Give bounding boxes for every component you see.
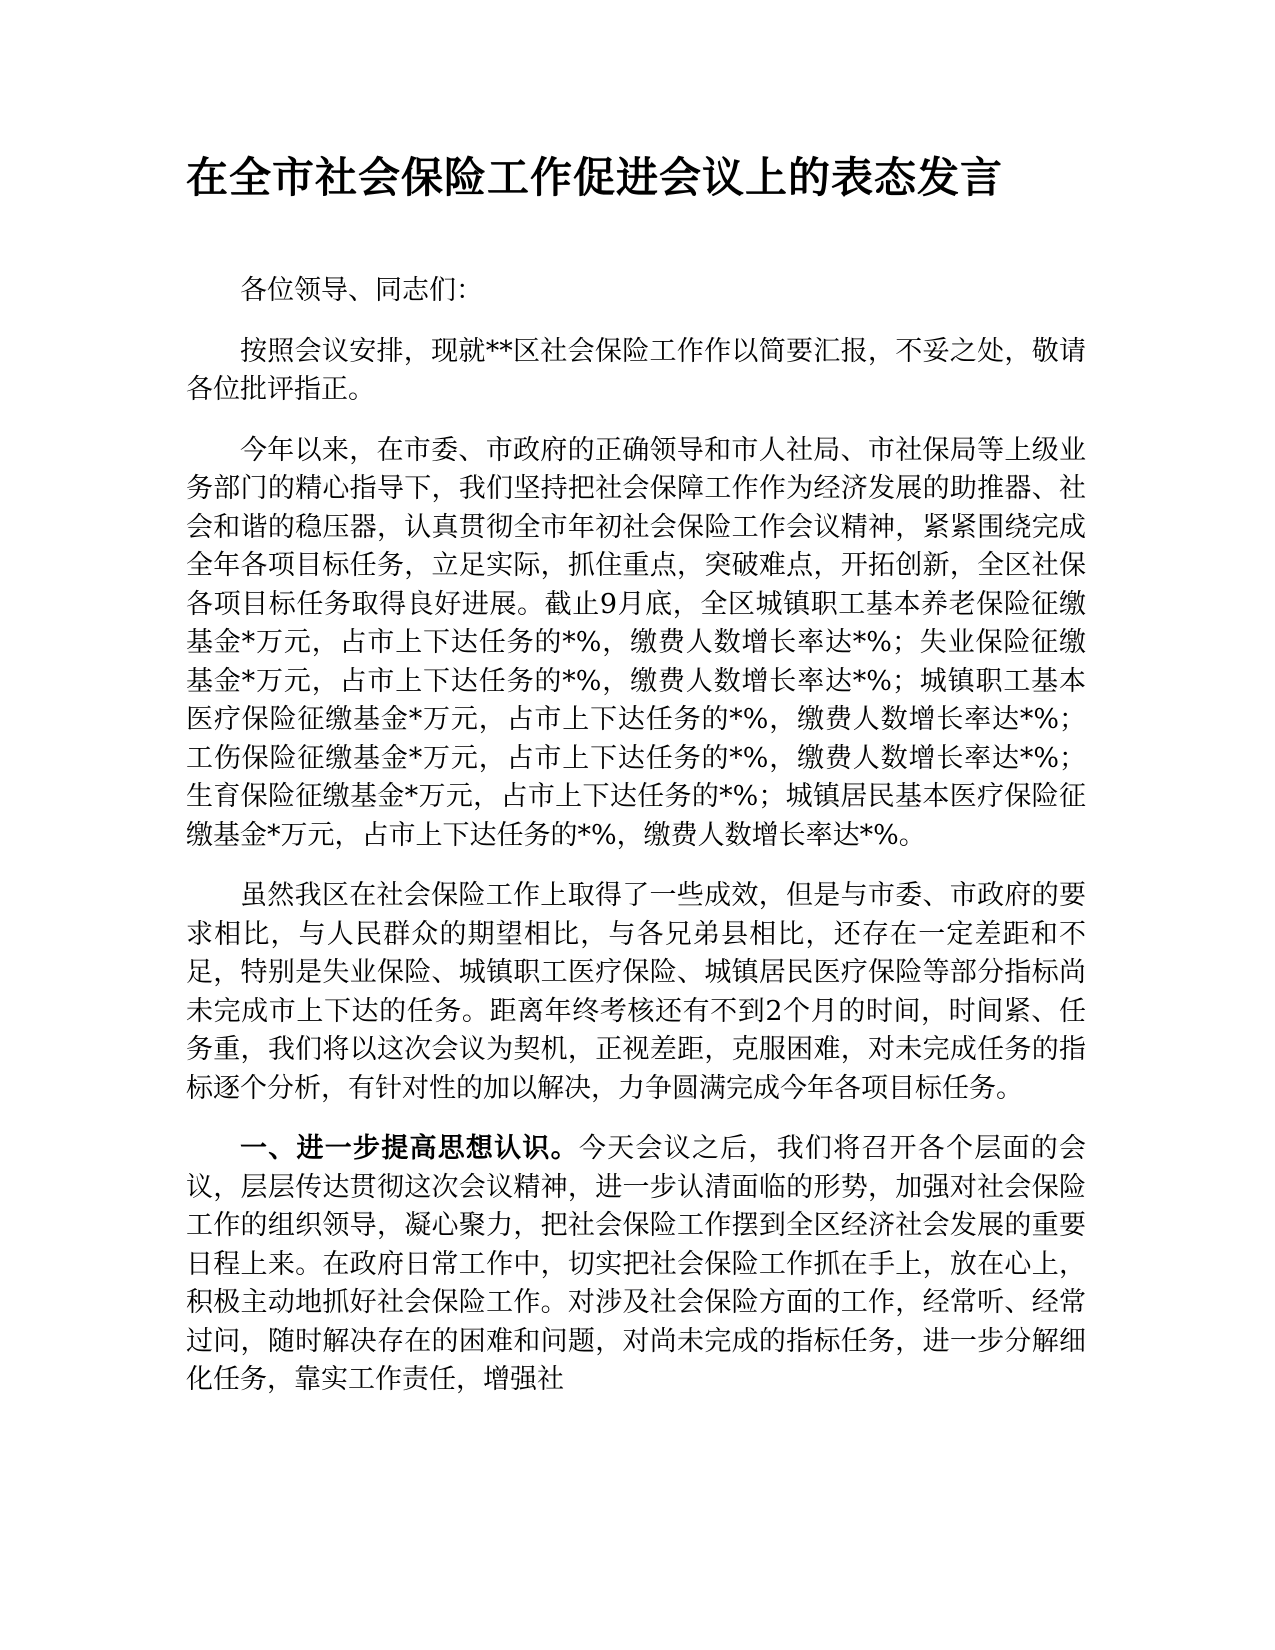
section-one-text: 今天会议之后，我们将召开各个层面的会议，层层传达贯彻这次会议精神，进一步认清面临的形势，加强对社会保险工作的组织领导，凝心聚力，把社会保险工作摆到全区经济社会发展的重要日程上来。在政府日常工作中，切实把社会保险工作抓在手上，放在心上，积极主动地抓好社会保险工作。对涉及社会保险方面的工作，经常听、经常过问，随时解决存在的困难和问题，对尚未完成的指标任务，进一步分解细化任务，靠实工作责任，增强社 [186,1133,1087,1395]
salutation: 各位领导、同志们： [240,275,483,306]
paragraph-intro: 按照会议安排，现就**区社会保险工作作以简要汇报，不妥之处，敬请各位批评指正。 [186,335,1086,405]
paragraph-gaps: 虽然我区在社会保险工作上取得了一些成效，但是与市委、市政府的要求相比，与人民群众的期望相比，与各兄弟县相比，还存在一定差距和不足，特别是失业保险、城镇职工医疗保险、城镇居民医疗保险等部分指标尚未完成市上下达的任务。距离年终考核还有不到2个月的时间，时间紧、任务重，我们将以这次会议为契机，正视差距，克服困难，对未完成任务的指标逐个分析，有针对性的加以解决，力争圆满完成今年各项目标任务。 [186,880,1086,1104]
paragraph-section-one [186,1130,1086,1400]
paragraph-progress: 今年以来，在市委、市政府的正确领导和市人社局、市社保局等上级业务部门的精心指导下，我们坚持把社会保障工作作为经济发展的助推器、社会和谐的稳压器，认真贯彻全市年初社会保险工作会议精神，紧紧围绕完成全年各项目标任务，立足实际，抓住重点，突破难点，开拓创新，全区社保各项目标任务取得良好进展。截止9月底，全区城镇职工基本养老保险征缴基金*万元，占市上下达任务的*%，缴费人数增长率达*%；失业保险征缴基金*万元，占市上下达任务的*%，缴费人数增长率达*%；城镇职工基本医疗保险征缴基金*万元，占市上下达任务的*%，缴费人数增长率达*%；工伤保险征缴基金*万元，占市上下达任务的*%，缴费人数增长率达*%；生育保险征缴基金*万元，占市上下达任务的*%；城镇居民基本医疗保险征缴基金*万元，占市上下达任务的*%，缴费人数增长率达*%。 [186,434,1086,851]
document-body [186,272,1086,1422]
page-title: 在全市社会保险工作促进会议上的表态发言 [186,153,1004,202]
section-one-heading: 一、进一步提高思想认识。 [240,1133,579,1164]
